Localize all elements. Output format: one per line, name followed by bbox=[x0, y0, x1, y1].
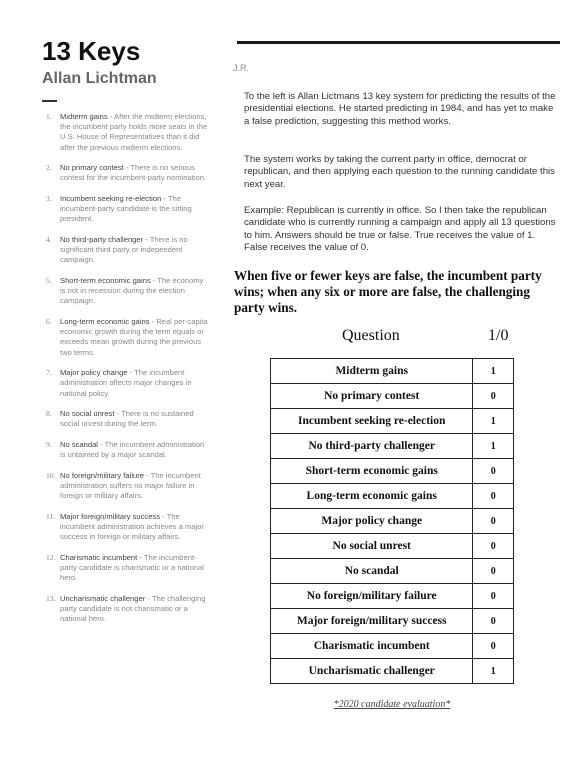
key-name: No social unrest bbox=[60, 409, 115, 419]
table-row bbox=[271, 659, 514, 684]
key-item bbox=[46, 552, 210, 584]
key-item bbox=[46, 276, 210, 307]
key-name: No third-party challenger bbox=[60, 235, 144, 244]
key-item bbox=[46, 317, 210, 358]
key-name: Major foreign/military success bbox=[60, 511, 161, 521]
value-cell: 1 bbox=[473, 434, 514, 459]
key-name: No scandal bbox=[60, 440, 98, 449]
key-name: Uncharismatic challenger bbox=[60, 593, 146, 603]
key-item bbox=[46, 235, 210, 266]
table-row bbox=[271, 634, 514, 659]
key-number: 6. bbox=[46, 317, 52, 326]
key-number: 4. bbox=[46, 235, 52, 244]
key-number: 13. bbox=[46, 593, 56, 603]
key-item bbox=[46, 163, 210, 183]
value-cell: 0 bbox=[473, 584, 514, 609]
question-cell: No scandal bbox=[271, 559, 473, 584]
value-cell: 0 bbox=[473, 384, 514, 409]
table-row bbox=[271, 509, 514, 534]
value-cell: 0 bbox=[473, 484, 514, 509]
method-paragraph: The system works by taking the current party in office, democrat or republican, and then applying each question to the running candidate this next year. bbox=[244, 154, 555, 190]
key-number: 11. bbox=[46, 511, 56, 521]
table-row bbox=[271, 384, 514, 409]
key-number: 2. bbox=[46, 163, 52, 173]
page-title: 13 Keys bbox=[42, 36, 141, 66]
question-cell: Short-term economic gains bbox=[271, 459, 473, 484]
title-divider bbox=[42, 100, 57, 102]
key-description: - The economy is not in recession during the election campaign. bbox=[60, 276, 204, 306]
key-description: - The incumbent administration suffers no major failure in foreign or military affairs. bbox=[60, 470, 201, 501]
evaluation-table bbox=[270, 358, 514, 684]
key-description: - The incumbent-party candidate is the sitting president. bbox=[60, 194, 192, 224]
table-caption: *2020 candidate evaluation* bbox=[333, 699, 451, 710]
table-row bbox=[271, 534, 514, 559]
keys-list bbox=[46, 112, 210, 635]
question-cell: Long-term economic gains bbox=[271, 484, 473, 509]
key-name: No primary contest bbox=[60, 163, 124, 173]
key-name: Major policy change bbox=[60, 368, 128, 378]
table-row bbox=[271, 409, 514, 434]
question-cell: No foreign/military failure bbox=[271, 584, 473, 609]
question-cell: Incumbent seeking re-election bbox=[271, 409, 473, 434]
header-rule bbox=[237, 41, 560, 44]
key-description: - There is no sustained social unrest during the term. bbox=[60, 409, 194, 429]
author-initials: J.R. bbox=[233, 63, 250, 73]
table-row bbox=[271, 484, 514, 509]
key-description: - Real per-capita economic growth during the term equals or exceeds mean growth during the previous two terms. bbox=[60, 317, 208, 357]
winning-rule: When five or fewer keys are false, the incumbent party wins; when any six or more are false, the challenging party wins. bbox=[234, 268, 542, 315]
key-number: 5. bbox=[46, 276, 52, 285]
value-cell: 1 bbox=[473, 409, 514, 434]
table-row bbox=[271, 559, 514, 584]
key-number: 7. bbox=[46, 368, 52, 378]
value-cell: 0 bbox=[473, 509, 514, 534]
key-description: - The incumbent administration achieves a major success in foreign or military affairs. bbox=[60, 511, 204, 542]
question-cell: No primary contest bbox=[271, 384, 473, 409]
value-cell: 0 bbox=[473, 534, 514, 559]
intro-paragraph: To the left is Allan Lictmans 13 key system for predicting the results of the presidential elections. He started predicting in 1984, and has yet to make a false prediction, suggesting this method works. bbox=[244, 91, 556, 127]
key-name: Charismatic incumbent bbox=[60, 552, 138, 562]
question-cell: Major foreign/military success bbox=[271, 609, 473, 634]
key-item bbox=[46, 511, 210, 543]
key-name: No foreign/military failure bbox=[60, 470, 144, 480]
key-item bbox=[46, 409, 210, 429]
question-cell: Uncharismatic challenger bbox=[271, 659, 473, 684]
key-item bbox=[46, 593, 210, 625]
example-paragraph: Example: Republican is currently in office. So I then take the republican candidate who is currently running a campaign and apply all 13 questions to him. Answers should be true or false. True receives the value of 1. False receives the value of 0. bbox=[244, 205, 556, 254]
table-row bbox=[271, 359, 514, 384]
key-item bbox=[46, 112, 210, 153]
question-cell: Midterm gains bbox=[271, 359, 473, 384]
key-number: 8. bbox=[46, 409, 52, 419]
key-item bbox=[46, 194, 210, 225]
key-description: - The incumbent administration affects major changes in national policy. bbox=[60, 368, 192, 398]
value-column-header: 1/0 bbox=[488, 327, 509, 344]
key-number: 9. bbox=[46, 440, 52, 449]
key-item bbox=[46, 368, 210, 399]
key-description: - There is no serious contest for the incumbent-party nomination. bbox=[60, 163, 207, 183]
table-row bbox=[271, 459, 514, 484]
key-number: 10. bbox=[46, 470, 56, 480]
key-item bbox=[46, 470, 210, 502]
key-number: 3. bbox=[46, 194, 52, 203]
table-row bbox=[271, 584, 514, 609]
key-name: Long-term economic gains bbox=[60, 317, 150, 326]
value-cell: 0 bbox=[473, 459, 514, 484]
key-description: - The incumbent-party candidate is charismatic or a national hero. bbox=[60, 552, 204, 583]
question-column-header: Question bbox=[342, 327, 400, 344]
key-description: - The incumbent administration is untainted by a major scandal. bbox=[60, 440, 205, 460]
key-number: 1. bbox=[46, 112, 52, 121]
value-cell: 0 bbox=[473, 609, 514, 634]
author-name: Allan Lichtman bbox=[42, 70, 157, 87]
key-name: Midterm gains bbox=[60, 112, 108, 121]
value-cell: 0 bbox=[473, 559, 514, 584]
value-cell: 1 bbox=[473, 659, 514, 684]
key-description: - After the midterm elections, the incumbent party holds more seats in the U.S. House of Representatives than it did after the previous midterm elections. bbox=[60, 112, 208, 152]
key-description: - There is no significant third party or independent campaign. bbox=[60, 235, 188, 265]
key-description: - The challenging party candidate is not charismatic or a national hero. bbox=[60, 593, 206, 624]
key-name: Short-term economic gains bbox=[60, 276, 151, 285]
key-number: 12. bbox=[46, 552, 56, 562]
value-cell: 0 bbox=[473, 634, 514, 659]
question-cell: Charismatic incumbent bbox=[271, 634, 473, 659]
key-name: Incumbent seeking re-election bbox=[60, 194, 162, 203]
table-row bbox=[271, 434, 514, 459]
question-cell: No social unrest bbox=[271, 534, 473, 559]
question-cell: Major policy change bbox=[271, 509, 473, 534]
table-row bbox=[271, 609, 514, 634]
question-cell: No third-party challenger bbox=[271, 434, 473, 459]
key-item bbox=[46, 440, 210, 460]
value-cell: 1 bbox=[473, 359, 514, 384]
